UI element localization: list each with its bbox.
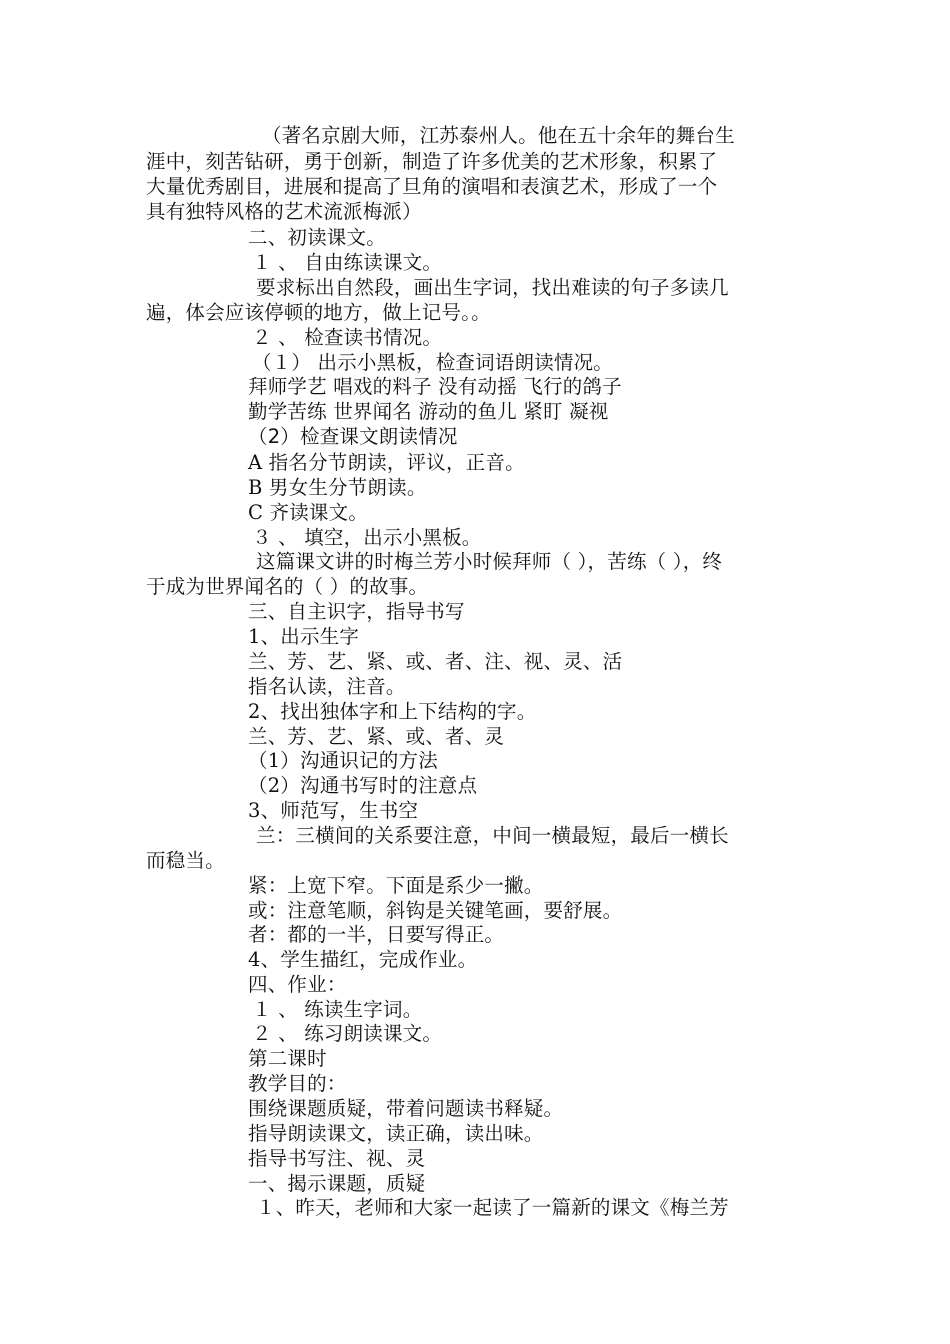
section-heading-1: 一、揭示课题，质疑 xyxy=(248,1172,426,1195)
text-line-21: 1、出示生字 xyxy=(248,625,360,648)
text-line-40: 围绕课题质疑，带着问题读书释疑。 xyxy=(248,1097,564,1120)
text-line-24: 2、找出独体字和上下结构的字。 xyxy=(248,700,537,723)
text-line-18: 这篇课文讲的时梅兰芳小时候拜师（ ），苦练（ ），终 xyxy=(256,550,723,573)
text-line-34: 4、学生描红，完成作业。 xyxy=(248,948,478,971)
text-line-7: 要求标出自然段，画出生字词，找出难读的句子多读几 xyxy=(256,276,729,299)
text-line-16: C 齐读课文。 xyxy=(248,501,369,524)
text-line-14: A 指名分节朗读，评议，正音。 xyxy=(248,451,525,474)
text-line-37: ２ 、 练习朗读课文。 xyxy=(252,1022,443,1045)
text-line-26: （1）沟通识记的方法 xyxy=(248,749,438,772)
section-heading-4: 四、作业： xyxy=(248,973,347,996)
text-line-2: 涯中，刻苦钻研，勇于创新，制造了许多优美的艺术形象，积累了 xyxy=(146,150,718,173)
text-line-36: １ 、 练读生字词。 xyxy=(252,998,423,1021)
text-line-13: （2）检查课文朗读情况 xyxy=(248,425,458,448)
text-line-44: １、昨天，老师和大家一起读了一篇新的课文《梅兰芳 xyxy=(256,1196,729,1219)
text-line-28: 3、师范写，生书空 xyxy=(248,799,419,822)
text-line-23: 指名认读，注音。 xyxy=(248,675,406,698)
vocab-line-2: 勤学苦练 世界闻名 游动的鱼儿 紧盯 凝视 xyxy=(248,400,609,423)
text-line-4: 具有独特风格的艺术流派梅派） xyxy=(146,200,422,223)
text-line-1: （著名京剧大师，江苏泰州人。他在五十余年的舞台生 xyxy=(262,124,735,147)
text-line-15: B 男女生分节朗读。 xyxy=(248,476,427,499)
text-line-17: ３ 、 填空，出示小黑板。 xyxy=(252,526,482,549)
lesson-heading: 第二课时 xyxy=(248,1047,327,1070)
text-line-8: 遍，体会应该停顿的地方，做上记号。。 xyxy=(146,301,491,324)
text-line-10: （１） 出示小黑板，检查词语朗读情况。 xyxy=(252,351,613,374)
section-heading-2: 二、初读课文。 xyxy=(248,226,386,249)
text-line-32: 或：注意笔顺，斜钩是关键笔画，要舒展。 xyxy=(248,899,623,922)
vocab-line-1: 拜师学艺 唱戏的料子 没有动摇 飞行的鸽子 xyxy=(248,375,622,398)
text-line-39: 教学目的： xyxy=(248,1072,347,1095)
text-line-29: 兰：三横间的关系要注意，中间一横最短，最后一横长 xyxy=(256,824,729,847)
text-line-3: 大量优秀剧目，进展和提高了旦角的演唱和表演艺术，形成了一个 xyxy=(146,175,718,198)
text-line-30: 而稳当。 xyxy=(146,849,225,872)
text-line-25: 兰、芳、艺、紧、或、者、灵 xyxy=(248,725,505,748)
text-line-33: 者：都的一半，日要写得正。 xyxy=(248,923,505,946)
text-line-31: 紧：上宽下窄。下面是系少一撇。 xyxy=(248,874,544,897)
text-line-22: 兰、芳、艺、紧、或、者、注、视、灵、活 xyxy=(248,650,623,673)
text-line-42: 指导书写注、视、灵 xyxy=(248,1147,426,1170)
text-line-19: 于成为世界闻名的（ ）的故事。 xyxy=(146,575,429,598)
text-line-6: １ 、 自由练读课文。 xyxy=(252,251,443,274)
text-line-9: ２ 、 检查读书情况。 xyxy=(252,326,443,349)
text-line-27: （2）沟通书写时的注意点 xyxy=(248,774,478,797)
section-heading-3: 三、自主识字，指导书写 xyxy=(248,600,465,623)
text-line-41: 指导朗读课文，读正确，读出味。 xyxy=(248,1122,544,1145)
